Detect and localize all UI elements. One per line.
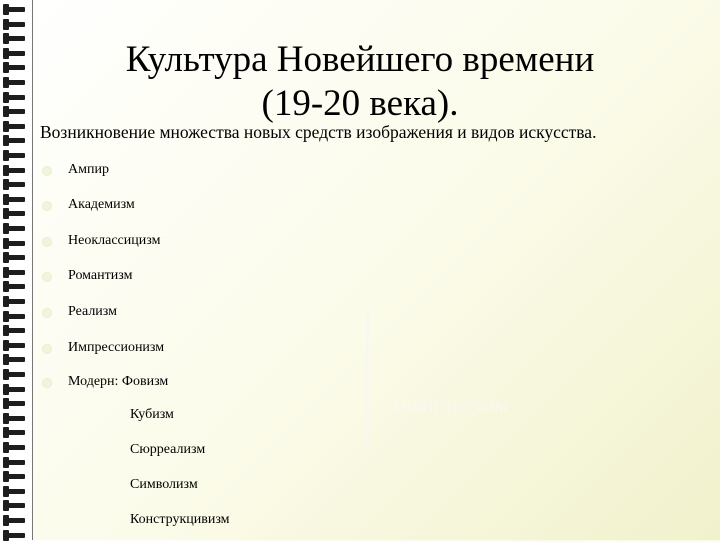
slide-title	[40, 38, 680, 126]
binding-ring-icon	[3, 457, 27, 469]
slide-subtitle: Возникновение множества новых средств изображения и видов искусства.	[40, 122, 597, 142]
sub-list-item: Сюрреализм	[130, 442, 206, 457]
binding-ring-icon	[3, 135, 27, 147]
bullet-icon	[42, 308, 52, 318]
binding-ring-icon	[3, 340, 27, 352]
sub-list-item: Кубизм	[130, 407, 174, 422]
bullet-icon	[42, 166, 52, 176]
list-item-label: Академизм	[68, 197, 135, 212]
list-item-label: Импрессионизм	[68, 340, 165, 355]
title-line-1: Культура Новейшего времени	[125, 39, 595, 80]
faded-bracket	[366, 312, 369, 442]
faded-label: Авангардизм	[386, 392, 509, 417]
binding-ring-icon	[3, 208, 27, 220]
binding-ring-icon	[3, 486, 27, 498]
binding-ring-icon	[3, 398, 27, 410]
binding-ring-icon	[3, 252, 27, 264]
list-item-label: Модерн: Фовизм	[68, 374, 169, 389]
binding-ring-icon	[3, 267, 27, 279]
sub-list-item: Символизм	[130, 477, 198, 492]
bullet-icon	[42, 378, 52, 388]
list-item-label: Романтизм	[68, 268, 133, 283]
binding-ring-icon	[3, 311, 27, 323]
list-item-label: Неоклассицизм	[68, 233, 161, 248]
binding-ring-icon	[3, 150, 27, 162]
spiral-binding	[0, 0, 33, 540]
list-item-label: Реализм	[68, 304, 117, 319]
binding-ring-icon	[3, 223, 27, 235]
binding-ring-icon	[3, 442, 27, 454]
binding-ring-icon	[3, 4, 27, 16]
binding-ring-icon	[3, 281, 27, 293]
binding-ring-icon	[3, 92, 27, 104]
bullet-icon	[42, 237, 52, 247]
binding-ring-icon	[3, 413, 27, 425]
binding-ring-icon	[3, 238, 27, 250]
binding-ring-icon	[3, 325, 27, 337]
binding-ring-icon	[3, 427, 27, 439]
bullet-icon	[42, 272, 52, 282]
binding-ring-icon	[3, 194, 27, 206]
binding-ring-icon	[3, 471, 27, 483]
binding-ring-icon	[3, 369, 27, 381]
binding-ring-icon	[3, 106, 27, 118]
binding-ring-icon	[3, 19, 27, 31]
binding-ring-icon	[3, 121, 27, 133]
binding-ring-icon	[3, 500, 27, 512]
title-line-2: (19-20 века).	[261, 83, 459, 124]
sub-list-item: Конструкцивизм	[130, 512, 230, 527]
binding-ring-icon	[3, 354, 27, 366]
binding-ring-icon	[3, 179, 27, 191]
binding-ring-icon	[3, 165, 27, 177]
bullet-icon	[42, 201, 52, 211]
bullet-icon	[42, 344, 52, 354]
binding-ring-icon	[3, 33, 27, 45]
binding-ring-icon	[3, 296, 27, 308]
binding-ring-icon	[3, 384, 27, 396]
list-item-label: Ампир	[68, 162, 109, 177]
binding-ring-icon	[3, 48, 27, 60]
binding-ring-icon	[3, 515, 27, 527]
binding-ring-icon	[3, 77, 27, 89]
binding-ring-icon	[3, 62, 27, 74]
